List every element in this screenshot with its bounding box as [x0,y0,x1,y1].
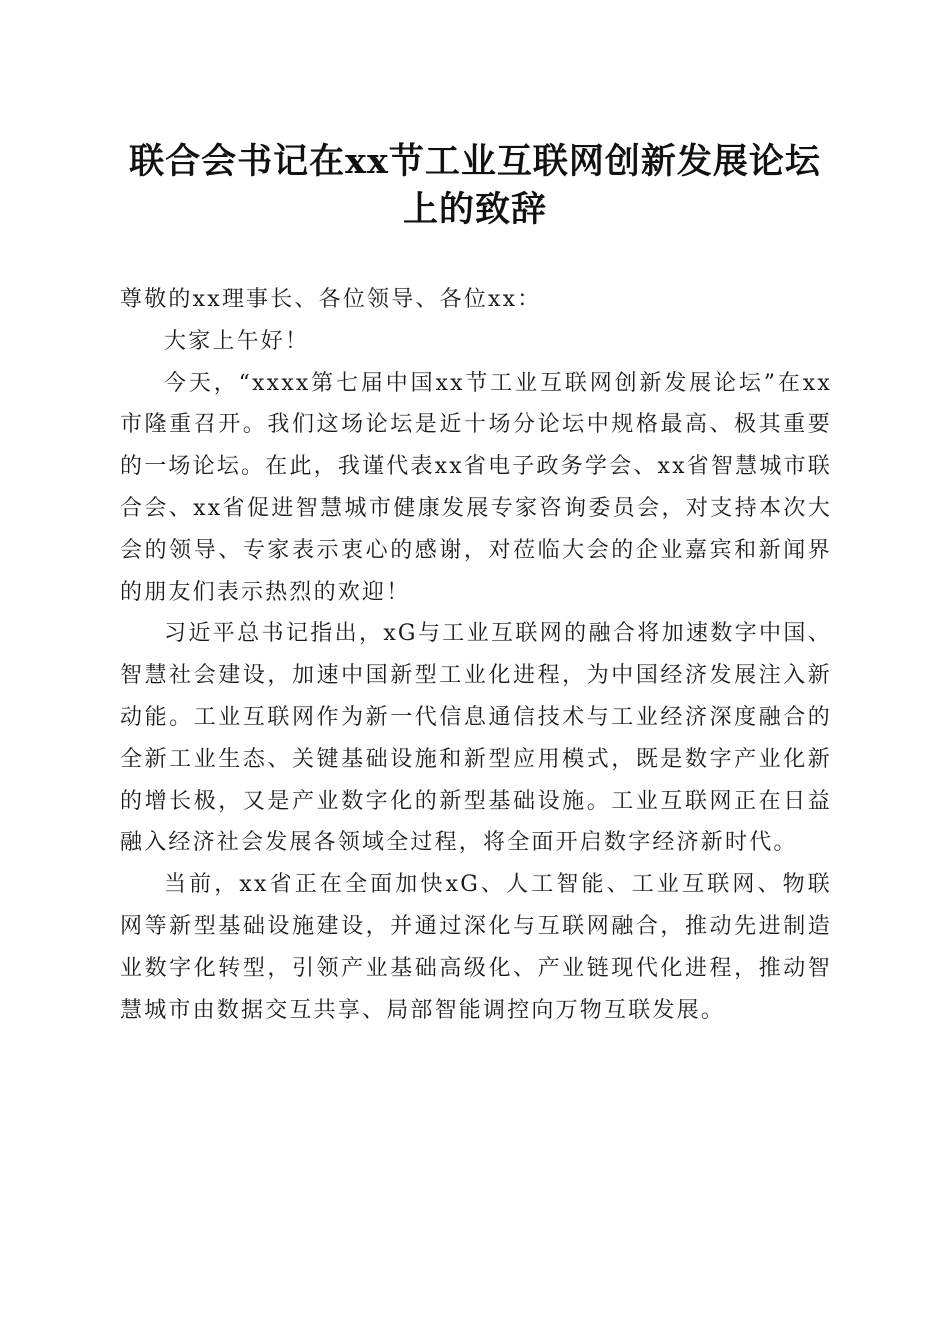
paragraph-greeting: 大家上午好！ [164,328,310,354]
title-line-1: 联合会书记在xx节工业互联网创新发展论坛 [129,141,821,182]
paragraph-opening: 今天，“xxxx第七届中国xx节工业互联网创新发展论坛”在xx市隆重召开。我们这场论坛是近十场分论坛中规格最高、极其重要的一场论坛。在此，我谨代表xx省电子政务学会、xx省智慧城市联合会、xx省促进智慧城市健康发展专家咨询委员会，对支持本次大会的领导、专家表示衷心的感谢，对莅临大会的企业嘉宾和新闻界的朋友们表示热烈的欢迎！ [120,370,832,605]
document-body [120,279,832,1031]
document-title [110,138,840,234]
paragraph-speech-quote: 习近平总书记指出，xG与工业互联网的融合将加速数字中国、智慧社会建设，加速中国新型工业化进程，为中国经济发展注入新动能。工业互联网作为新一代信息通信技术与工业经济深度融合的全新工业生态、关键基础设施和新型应用模式，既是数字产业化新的增长极，又是产业数字化的新型基础设施。工业互联网正在日益融入经济社会发展各领域全过程，将全面开启数字经济新时代。 [120,621,832,856]
title-line-2: 上的致辞 [402,189,547,230]
paragraph-current-status: 当前，xx省正在全面加快xG、人工智能、工业互联网、物联网等新型基础设施建设，并通过深化与互联网融合，推动先进制造业数字化转型，引领产业基础高级化、产业链现代化进程，推动智慧城市由数据交互共享、局部智能调控向万物互联发展。 [120,872,832,1023]
salutation: 尊敬的xx理事长、各位领导、各位xx： [120,287,542,312]
